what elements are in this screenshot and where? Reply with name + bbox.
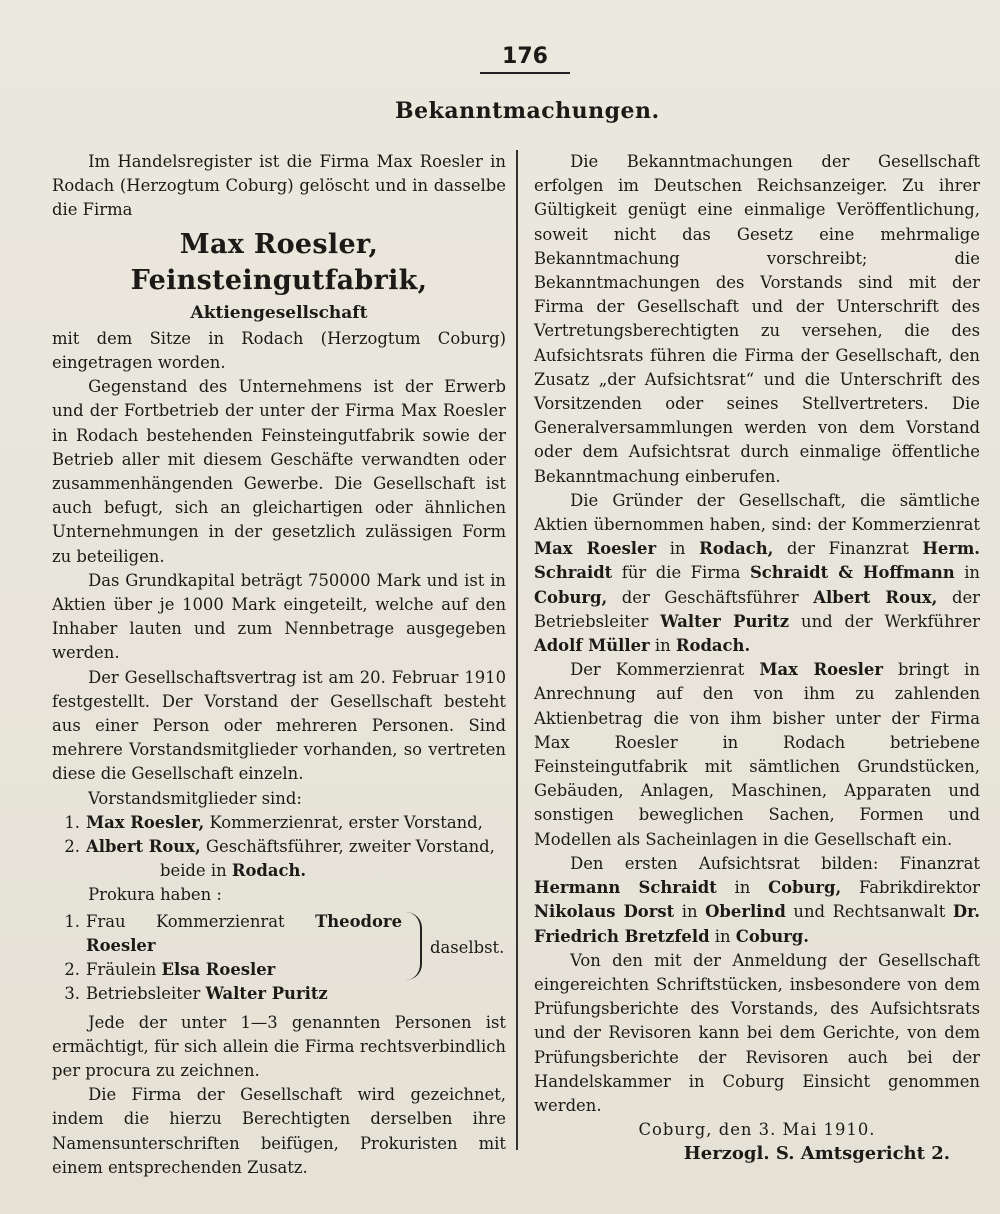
prokura-number: 1.: [64, 911, 80, 931]
gruender-name: Albert Roux,: [813, 587, 938, 607]
prokura-name: Theodore Roesler: [86, 911, 402, 955]
vorstand-role: Kommerzienrat, erster Vorstand,: [209, 812, 483, 832]
seat-paragraph: mit dem Sitze in Rodach (Herzogtum Coburg) eingetragen worden.: [52, 328, 506, 373]
beide-in-place: Rodach.: [231, 861, 307, 881]
prokura-item: [52, 958, 402, 982]
vertrag-paragraph: Der Gesellschaftsvertrag ist am 20. Februar 1910 festgestellt. Der Vorstand der Gesellschaft besteht aus einer Person oder mehreren Personen. Sind mehrere Vorstandsmitglieder vorhanden, so vertreten diese die Gesellschaft einzeln.: [52, 667, 506, 784]
aufsichtsrat-in: in: [681, 902, 698, 922]
vorstand-number: 1.: [64, 812, 80, 832]
aufsichtsrat-title: Fabrikdirektor: [858, 878, 980, 898]
aufsichtsrat-paragraph: [534, 852, 980, 949]
prokura-title: Fräulein: [86, 960, 157, 980]
dateline: Coburg, den 3. Mai 1910.: [638, 1120, 876, 1140]
prokura-item: [52, 982, 402, 1006]
aufsichtsrat-in: in: [734, 878, 751, 898]
vorstand-name: Albert Roux,: [86, 837, 201, 857]
prokura-title: Betriebsleiter: [86, 984, 201, 1004]
prokura-item: [52, 910, 402, 958]
aufsichtsrat-name: Dr. Friedrich Bretzfeld: [534, 902, 980, 946]
gegenstand-paragraph: Gegenstand des Unternehmens ist der Erwerb und der Fortbetrieb der unter der Firma Max Roesler in Rodach bestehenden Feinsteingutfabrik sowie der Betrieb aller mit diesem Geschäfte verwandten oder zusammenhängenden Gewerbe. Die Gesellschaft ist auch befugt, sich an gleichartigen oder ähnlichen Unternehmungen in der gesetzlich zulässigen Form zu beteiligen.: [52, 377, 506, 566]
curly-brace-icon: [404, 912, 422, 980]
vorstand-role: Geschäftsführer, zweiter Vorstand,: [205, 837, 495, 857]
vorstand-name: Max Roesler,: [86, 812, 205, 832]
daselbst-text: daselbst.: [430, 937, 505, 957]
prokura-title: Frau Kommerzienrat: [86, 911, 285, 931]
court-signature: Herzogl. S. Amtsgericht 2.: [683, 1143, 950, 1165]
aufsichtsrat-place: Oberlind: [705, 902, 786, 922]
gruender-name: Walter Puritz: [660, 611, 790, 631]
page-number: 176: [502, 44, 548, 69]
aufsichtsrat-name: Nikolaus Dorst: [534, 902, 675, 922]
einbringung-paragraph: [534, 658, 980, 852]
aufsichtsrat-in: in: [714, 926, 731, 946]
gruender-name: Herm. Schraidt: [534, 539, 981, 583]
intro-paragraph: Im Handelsregister ist die Firma Max Roesler in Rodach (Herzogtum Coburg) gelöscht und in dasselbe die Firma: [52, 152, 506, 220]
vorstand-heading: Vorstandsmitglieder sind:: [88, 788, 302, 808]
gruender-title: der Geschäftsführer: [621, 587, 799, 607]
aufsichtsrat-title: und Rechtsanwalt: [793, 902, 946, 922]
gruender-in: in: [654, 636, 671, 656]
bekanntmachungen-paragraph: Die Bekanntmachungen der Gesellschaft erfolgen im Deutschen Reichsanzeiger. Zu ihrer Gültigkeit genügt eine einmalige Veröffentlichung, soweit nicht das Gesetz eine mehrmalige Bekanntmachung vorschreibt; die Bekanntmachungen des Vorstands sind mit der Firma der Gesellschaft und der Unterschrift des Vertretungsberechtigten zu versehen, die des Aufsichtsrats führen die Firma der Gesellschaft, den Zusatz „der Aufsichtsrat“ und die Unterschrift des Vorsitzenden oder seines Stellvertreters. Die Generalversammlungen werden von dem Vorstand oder dem Aufsichtsrat durch einmalige öffentliche Bekanntmachung einberufen.: [534, 152, 980, 486]
vorstand-item: [52, 835, 506, 859]
einsicht-paragraph: Von den mit der Anmeldung der Gesellschaft eingereichten Schriftstücken, insbesondere von dem Prüfungsberichte des Vorstands, des Aufsichtsrats und der Revisoren kann bei dem Gerichte, von dem Prüfungsberichte der Revisoren auch bei der Handelskammer in Coburg Einsicht genommen werden.: [534, 950, 980, 1115]
einbringung-text: bringt in Anrechnung auf den von ihm zu zahlenden Aktienbetrag die von ihm bisher unter der Firma Max Roesler in Rodach betriebene Feinsteingutfabrik mit sämtlichen Grundstücken, Gebäuden, Anlagen, Maschinen, Apparaten und sonstigen beweglichen Sachen, Formen und Modellen als Sacheinlagen in die Gesellschaft ein.: [534, 660, 980, 849]
aufsichtsrat-intro: Den ersten Aufsichtsrat bilden: Finanzrat: [570, 853, 980, 873]
gruender-firm: Schraidt & Hoffmann: [749, 563, 955, 583]
right-column: [534, 150, 980, 1167]
vorstand-item: [52, 811, 506, 835]
gruender-in: in: [669, 539, 686, 559]
prokura-heading: Prokura haben :: [88, 885, 222, 905]
gruender-place: Rodach,: [699, 539, 774, 559]
gruender-title: der Betriebsleiter: [534, 587, 980, 631]
page-number-rule: [480, 72, 570, 74]
einbringung-intro: Der Kommerzienrat: [570, 660, 745, 680]
gruender-place: Coburg,: [534, 587, 608, 607]
gruender-place: Rodach.: [675, 636, 751, 656]
prokura-name: Elsa Roesler: [161, 960, 276, 980]
prokura-list: [52, 910, 506, 1007]
beide-in-text: beide in: [160, 861, 227, 881]
gruender-paragraph: [534, 489, 980, 658]
jede-paragraph: Jede der unter 1—3 genannten Personen ist ermächtigt, für sich allein die Firma rechtsverbindlich per procura zu zeichnen.: [52, 1012, 506, 1080]
einbringung-name: Max Roesler: [759, 660, 883, 680]
vorstand-number: 2.: [64, 837, 80, 857]
left-column: [52, 150, 506, 1180]
grundkapital-paragraph: Das Grundkapital beträgt 750000 Mark und ist in Aktien über je 1000 Mark eingeteilt, welche auf den Inhaber lauten und zum Nennbetrage ausgegeben werden.: [52, 570, 506, 663]
gruender-in: in: [964, 563, 980, 583]
prokura-number: 3.: [64, 984, 80, 1004]
zeichnung-paragraph: Die Firma der Gesellschaft wird gezeichnet, indem die hierzu Berechtigten derselben ihre Namensunterschriften beifügen, Prokuristen mit einem entsprechenden Zusatz.: [52, 1085, 506, 1177]
gruender-title: der Finanzrat: [786, 539, 909, 559]
gruender-intro: Die Gründer der Gesellschaft, die sämtliche Aktien übernommen haben, sind: der Kommerzienrat: [534, 490, 980, 535]
gruender-title: und der Werkführer: [801, 611, 981, 631]
aufsichtsrat-name: Hermann Schraidt: [534, 878, 717, 898]
aufsichtsrat-place: Coburg,: [768, 878, 842, 898]
column-divider: [516, 150, 518, 1150]
prokura-name: Walter Puritz: [205, 984, 328, 1004]
gruender-name: Adolf Müller: [534, 636, 650, 656]
gruender-name: Max Roesler: [534, 539, 657, 559]
company-type: Aktiengesellschaft: [190, 302, 368, 323]
gruender-firm-text: für die Firma: [621, 563, 741, 583]
section-title: Bekanntmachungen.: [395, 98, 660, 124]
aufsichtsrat-place: Coburg.: [735, 926, 809, 946]
prokura-number: 2.: [64, 960, 80, 980]
company-name: Max Roesler, Feinsteingutfabrik,: [130, 228, 428, 296]
